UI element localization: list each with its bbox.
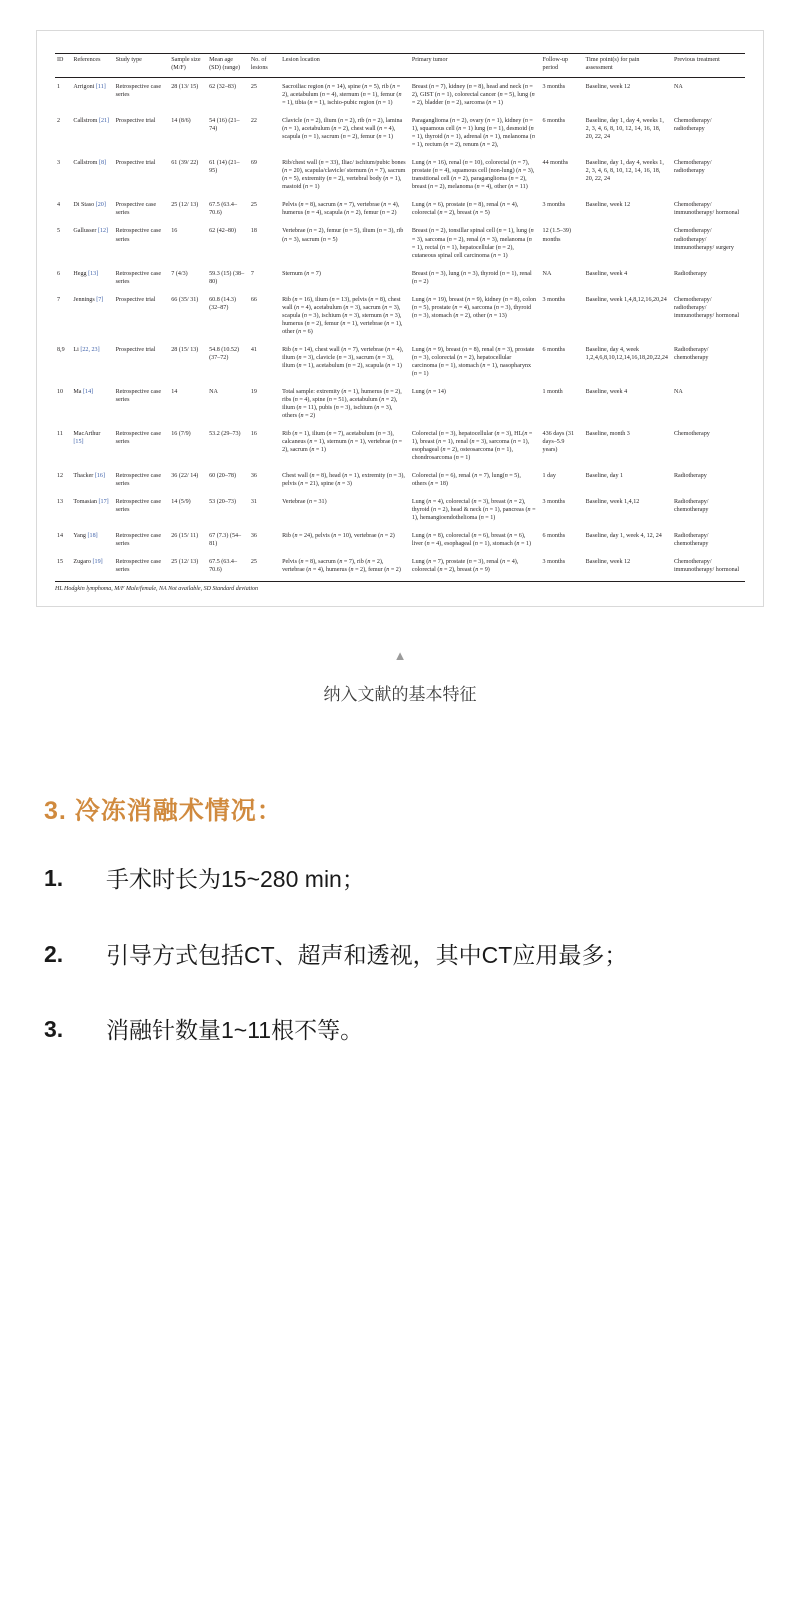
- cell-previous-treatment: Radiotherapy: [673, 270, 707, 277]
- cell-no-lesions: 7: [250, 270, 254, 277]
- reference-link: [19]: [92, 559, 103, 566]
- section-title: 3. 冷冻消融术情况：: [44, 797, 283, 826]
- cell-study-type: Retrospective case series: [115, 270, 162, 285]
- cell-followup-period: 3 months: [542, 296, 566, 303]
- cell-id: 5: [57, 228, 61, 235]
- cell-reference: Li [22, 23]: [73, 346, 100, 353]
- table-row: [55, 265, 745, 291]
- cell-reference: Hegg [13]: [73, 270, 99, 277]
- cell-study-type: Retrospective case series: [115, 499, 162, 514]
- column-header-id: ID: [55, 54, 71, 78]
- cell-no-lesions: 36: [250, 473, 257, 480]
- cell-sample-size: 61 (39/ 22): [171, 160, 199, 167]
- list-item: [44, 937, 756, 974]
- cell-primary-tumor: Lung (n = 19), breast (n = 9), kidney (n = 8), colon (n = 5), prostate (n = 4), sarcoma (n = 3), thyroid (n = 3), stomach (n = 2), other (n = 13): [411, 296, 537, 319]
- cell-reference: Ma [14]: [73, 388, 94, 395]
- cell-sample-size: 28 (13/ 15): [171, 84, 199, 91]
- cell-study-type: Retrospective case series: [115, 559, 162, 574]
- table-header-row: [55, 54, 745, 78]
- cell-previous-treatment: Radiotherapy: [673, 473, 707, 480]
- cell-primary-tumor: Lung (n = 4), colorectal (n = 3), breast (n = 2), thyroid (n = 2), head & neck (n = 1), pancreas (n = 1), hemangioendothelioma (n = 1): [411, 499, 536, 522]
- cell-mean-age: 60.8 (14.3) (32–87): [209, 296, 237, 311]
- cell-no-lesions: 25: [250, 559, 257, 566]
- cell-reference: Callstrom [8]: [73, 160, 107, 167]
- cell-followup-period: 1 day: [542, 473, 556, 480]
- table-footnote-text: HL Hodgkin lymphoma, M/F Male/female, NA Not available, SD Standard deviation: [55, 586, 259, 593]
- study-characteristics-table: [55, 53, 745, 581]
- reference-link: [14]: [83, 388, 94, 395]
- reference-link: [15]: [73, 439, 84, 446]
- cell-study-type: Retrospective case series: [115, 431, 162, 446]
- reference-link: [11]: [95, 84, 106, 91]
- cell-sample-size: 7 (4/3): [171, 270, 188, 277]
- cell-id: 14: [57, 533, 64, 540]
- cell-id: 1: [57, 84, 61, 91]
- cell-reference: Tomasian [17]: [73, 499, 109, 506]
- cell-reference: Jennings [7]: [73, 296, 104, 303]
- cell-reference: Thacker [16]: [73, 473, 106, 480]
- reference-link: [22, 23]: [80, 346, 100, 353]
- column-header-time-points: Time point(s) for pain assessment: [584, 54, 672, 78]
- table-row: [55, 467, 745, 493]
- table-body: [55, 78, 745, 582]
- cell-id: 7: [57, 296, 61, 303]
- cell-previous-treatment: NA: [673, 84, 683, 91]
- cell-lesion-location: Chest wall (n = 8), head (n = 1), extremity (n = 3), pelvis (n = 21), spine (n = 3): [282, 473, 405, 488]
- cell-mean-age: 67.5 (63.4–70.6): [209, 202, 238, 217]
- cell-followup-period: 3 months: [542, 202, 566, 209]
- cell-time-points: Baseline, day 1: [585, 473, 624, 480]
- table-row: [55, 196, 745, 222]
- cell-primary-tumor: Breast (n = 7), kidney (n = 8), head and neck (n = 2), GIST (n = 1), colorectal cancer (n = 5), lung (n = 2), bladder (n = 2), sarcoma (n = 1): [411, 84, 535, 107]
- column-header-previous-treatment: Previous treatment: [672, 54, 745, 78]
- cell-lesion-location: Clavicle (n = 2), ilium (n = 2), rib (n = 2), lamina (n = 1), acetabulum (n = 2), chest wall (n = 4), scapula (n = 1), sacrum (n = 2), femur (n = 1): [282, 118, 403, 141]
- cell-no-lesions: 66: [250, 296, 257, 303]
- cell-followup-period: NA: [542, 270, 552, 277]
- cell-primary-tumor: Breast (n = 2), tonsillar spinal cell (n = 1), lung (n = 3), sarcoma (n = 2), renal (n = 3), melanoma (n = 1), rectal (n = 1), hepatocellular (n = 2), cutaneous spinal cell carcinoma (n = 1): [411, 228, 534, 259]
- cell-reference: Yang [18]: [73, 533, 98, 540]
- cell-lesion-location: Rib (n = 14), chest wall (n = 7), vertebrae (n = 4), ilium (n = 3), clavicle (n = 3), sacrum (n = 3), ilium (n = 1), acetabulum (n = 2), scapula (n = 1): [282, 346, 404, 369]
- cell-no-lesions: 16: [250, 431, 257, 438]
- cell-reference: Arrigoni [11]: [73, 84, 106, 91]
- table-footnote: [55, 581, 745, 592]
- cell-reference: Gallusser [12]: [73, 228, 109, 235]
- cell-mean-age: 62 (42–80): [209, 228, 237, 235]
- cell-sample-size: 25 (12/ 13): [171, 202, 199, 209]
- cell-study-type: Prospective trial: [115, 160, 156, 167]
- column-header-study-type: Study type: [114, 54, 170, 78]
- cell-time-points: Baseline, day 4, week 1,2,4,6,8,10,12,14,16,18,20,22,24: [585, 346, 668, 361]
- table-row: [55, 527, 745, 553]
- table-row: [55, 341, 745, 383]
- cell-id: 6: [57, 270, 61, 277]
- cell-no-lesions: 69: [250, 160, 257, 167]
- cell-primary-tumor: Breast (n = 3), lung (n = 3), thyroid (n = 1), renal (n = 2): [411, 270, 532, 285]
- cell-previous-treatment: Chemotherapy/ immunotherapy/ hormonal: [673, 202, 740, 217]
- cell-study-type: Retrospective case series: [115, 473, 162, 488]
- cell-no-lesions: 25: [250, 202, 257, 209]
- cell-time-points: Baseline, week 1,4,12: [585, 499, 640, 506]
- cell-mean-age: 54 (16) (21–74): [209, 118, 240, 133]
- table-row: [55, 222, 745, 264]
- reference-link: [20]: [95, 202, 106, 209]
- cell-id: 3: [57, 160, 61, 167]
- cell-id: 2: [57, 118, 61, 125]
- cell-followup-period: 436 days (31 days–5.9 years): [542, 431, 575, 454]
- cell-id: 10: [57, 388, 64, 395]
- cell-id: 13: [57, 499, 64, 506]
- cell-primary-tumor: Colorectal (n = 3), hepatocellular (n = 3), HL(n = 1), breast (n = 1), renal (n = 3), sarcoma (n = 1), esophageal (n = 2), osteosarcoma (n = 1), chondrosarcoma (n = 1): [411, 431, 533, 462]
- cell-study-type: Prospective case series: [115, 202, 157, 217]
- table-row: [55, 291, 745, 341]
- table-row: [55, 553, 745, 581]
- cell-primary-tumor: Lung (n = 16), renal (n = 10), colorectal (n = 7), prostate (n = 4), squamous cell (non-lung) (n = 3), transitional cell (n = 2), paraganglioma (n = 2), breast (n = 2), melanoma (n = 4), other (n = 11): [411, 160, 535, 191]
- column-header-followup-period: Follow-up period: [541, 54, 584, 78]
- cell-no-lesions: 41: [250, 346, 257, 353]
- cryoablation-section: [44, 791, 756, 1049]
- cell-id: 11: [57, 431, 63, 438]
- cell-study-type: Retrospective case series: [115, 533, 162, 548]
- cell-followup-period: 6 months: [542, 346, 566, 353]
- cell-sample-size: 14 (5/9): [171, 499, 191, 506]
- cell-followup-period: 3 months: [542, 84, 566, 91]
- cell-primary-tumor: Colorectal (n = 6), renal (n = 7), lung(n = 5), others (n = 18): [411, 473, 521, 488]
- study-characteristics-figure: [36, 30, 764, 607]
- column-header-lesion-location: Lesion location: [280, 54, 410, 78]
- cell-sample-size: 66 (35/ 31): [171, 296, 199, 303]
- cell-sample-size: 16 (7/9): [171, 431, 191, 438]
- cell-primary-tumor: Lung (n = 9), breast (n = 8), renal (n = 3), prostate (n = 3), colorectal (n = 2), hepatocellular carcinoma (n = 1), stomach (n = 1), nasopharynx (n = 1): [411, 346, 535, 377]
- reference-link: [12]: [97, 228, 109, 235]
- cell-reference: Zugaro [19]: [73, 559, 103, 566]
- list-item: [44, 861, 756, 898]
- cell-followup-period: 44 months: [542, 160, 569, 167]
- cell-time-points: Baseline, week 12: [585, 84, 631, 91]
- cell-mean-age: 67 (7.3) (54–81): [209, 533, 242, 548]
- cell-mean-age: 60 (20–78): [209, 473, 237, 480]
- cell-primary-tumor: Paraganglioma (n = 2), ovary (n = 1), kidney (n = 1), squamous cell (n = 1) lung (n = 1), desmoid (n = 1), thyroid (n = 1), adrenal (n = 1), melanoma (n = 1), rectum (n = 2), renum (n = 2),: [411, 118, 535, 149]
- figure-caption: 纳入文献的基本特征: [323, 685, 477, 705]
- table-row: [55, 383, 745, 425]
- cell-time-points: Baseline, day 1, week 4, 12, 24: [585, 533, 662, 540]
- cell-id: 12: [57, 473, 64, 480]
- cell-id: 4: [57, 202, 61, 209]
- cell-time-points: Baseline, week 12: [585, 202, 631, 209]
- document-page: [0, 30, 800, 1147]
- cell-previous-treatment: Chemotherapy/ radiotherapy/ immunotherapy/ surgery: [673, 228, 734, 251]
- cell-lesion-location: Vertebrae (n = 2), femur (n = 5), ilium (n = 3), rib (n = 3), sacrum (n = 5): [282, 228, 404, 243]
- cell-id: 8,9: [57, 346, 65, 353]
- reference-link: [7]: [96, 296, 104, 303]
- table-row: [55, 425, 745, 467]
- cell-time-points: Baseline, week 4: [585, 388, 628, 395]
- table-row: [55, 112, 745, 154]
- cell-study-type: Prospective trial: [115, 346, 156, 353]
- table-header: [55, 54, 745, 78]
- reference-link: [13]: [88, 270, 99, 277]
- table-row: [55, 154, 745, 196]
- bottom-spacer: [0, 1087, 800, 1147]
- cell-sample-size: 16: [171, 228, 178, 235]
- cell-no-lesions: 18: [250, 228, 257, 235]
- list-item-text: 消融针数量1~11根不等。: [106, 1016, 364, 1043]
- cell-lesion-location: Sacroiliac region (n = 14), spine (n = 5), rib (n = 2), acetabulum (n = 4), sternum (n = 1), femur (n = 1), tibia (n = 1), ischio-pubic region (n = 1): [282, 84, 402, 107]
- cell-lesion-location: Rib (n = 1), ilium (n = 7), acetabulum (n = 3), calcaneus (n = 1), sternum (n = 1), vertebrae (n = 2), sacrum (n = 1): [282, 431, 403, 454]
- cell-reference: MacArthur [15]: [73, 431, 101, 446]
- cell-previous-treatment: Chemotherapy/ radiotherapy: [673, 160, 712, 175]
- cell-previous-treatment: Radiotherapy/ chemotherapy: [673, 533, 709, 548]
- table-row: [55, 493, 745, 527]
- cell-time-points: Baseline, week 1,4,8,12,16,20,24: [585, 296, 667, 303]
- cell-no-lesions: 19: [250, 388, 257, 395]
- cell-sample-size: 36 (22/ 14): [171, 473, 199, 480]
- cell-previous-treatment: Chemotherapy/ radiotherapy: [673, 118, 712, 133]
- cell-study-type: Retrospective case series: [115, 84, 162, 99]
- cell-lesion-location: Pelvis (n = 8), sacrum (n = 7), vertebrae (n = 4), humerus (n = 4), scapula (n = 2), femur (n = 2): [282, 202, 400, 217]
- column-header-mean-age: Mean age (SD) (range): [207, 54, 249, 78]
- cell-reference: Callstrom [21]: [73, 118, 110, 125]
- list-item-number: 2.: [44, 940, 64, 967]
- cell-followup-period: 3 months: [542, 499, 566, 506]
- cell-followup-period: 12 (1.5–39) months: [542, 228, 571, 243]
- cell-sample-size: 25 (12/ 13): [171, 559, 199, 566]
- cell-time-points: Baseline, day 1, day 4, weeks 1, 2, 3, 4, 6, 8, 10, 12, 14, 16, 18, 20, 22, 24: [585, 160, 664, 183]
- cell-time-points: Baseline, week 4: [585, 270, 628, 277]
- cell-no-lesions: 22: [250, 118, 257, 125]
- list-item: [44, 1012, 756, 1049]
- cell-sample-size: 28 (15/ 13): [171, 346, 199, 353]
- cell-mean-age: NA: [209, 388, 218, 395]
- cell-sample-size: 14: [171, 388, 178, 395]
- cell-reference: Di Staso [20]: [73, 202, 106, 209]
- cell-mean-age: 54.8 (10.52) (37–72): [209, 346, 240, 361]
- cell-time-points: Baseline, day 1, day 4, weeks 1, 2, 3, 4, 6, 8, 10, 12, 14, 16, 18, 20, 22, 24: [585, 118, 664, 141]
- cell-primary-tumor: Lung (n = 8), colorectal (n = 6), breast (n = 6), liver (n = 4), esophageal (n = 1), stomach (n = 1): [411, 533, 531, 548]
- cell-study-type: Prospective trial: [115, 118, 156, 125]
- cell-lesion-location: Rib (n = 16), ilium (n = 13), pelvis (n = 8), chest wall (n = 4), acetabulum (n = 3), sacrum (n = 3), scapula (n = 3), ischium (n = 3), sternum (n = 3), humerus (n = 2), femur (n = 1), vertebrae (n = 1), other (n = 6): [282, 296, 403, 335]
- cell-lesion-location: Vertebrae (n = 31): [282, 499, 327, 506]
- cell-sample-size: 14 (8/6): [171, 118, 191, 125]
- cell-mean-age: 62 (32–83): [209, 84, 237, 91]
- cell-study-type: Retrospective case series: [115, 388, 162, 403]
- cell-time-points: Baseline, week 12: [585, 559, 631, 566]
- cell-previous-treatment: Radiotherapy/ chemotherapy: [673, 499, 709, 514]
- reference-link: [17]: [98, 499, 109, 506]
- reference-link: [16]: [94, 473, 106, 480]
- cell-no-lesions: 36: [250, 533, 257, 540]
- cell-time-points: Baseline, month 3: [585, 431, 630, 438]
- cell-primary-tumor: Lung (n = 7), prostate (n = 3), renal (n = 4), colorectal (n = 2), breast (n = 9): [411, 559, 519, 574]
- column-header-primary-tumor: Primary tumor: [410, 54, 541, 78]
- column-header-sample-size: Sample size (M/F): [169, 54, 207, 78]
- cell-primary-tumor: Lung (n = 14): [411, 388, 446, 395]
- cell-time-points: [584, 222, 672, 264]
- cell-followup-period: 1 month: [542, 388, 563, 395]
- cell-followup-period: 3 months: [542, 559, 566, 566]
- cell-lesion-location: Sternum (n = 7): [282, 270, 321, 277]
- list-item-text: 手术时长为15~280 min；: [106, 866, 365, 893]
- cell-followup-period: 6 months: [542, 533, 566, 540]
- caret-up-icon: ▲: [393, 648, 407, 664]
- reference-link: [18]: [87, 533, 98, 540]
- cell-lesion-location: Pelvis (n = 8), sacrum (n = 7), rib (n = 2), vertebrae (n = 4), humerus (n = 2), femur (n = 2): [282, 559, 401, 574]
- points-list: [44, 861, 756, 1049]
- cell-mean-age: 61 (14) (21–95): [209, 160, 240, 175]
- table-row: [55, 78, 745, 113]
- cell-previous-treatment: NA: [673, 388, 683, 395]
- cell-previous-treatment: Chemotherapy/ immunotherapy/ hormonal: [673, 559, 740, 574]
- cell-mean-age: 59.3 (15) (38–80): [209, 270, 245, 285]
- list-item-number: 3.: [44, 1015, 64, 1042]
- cell-lesion-location: Rib/chest wall (n = 33), Iliac/ ischium/pubic bones (n = 20), scapula/clavicle/ sternum (n = 7), sacrum (n = 5), extremity (n = 2), vertebral body (n = 1), mastoid (n = 1): [282, 160, 406, 191]
- cell-previous-treatment: Radiotherapy/ chemotherapy: [673, 346, 709, 361]
- cell-no-lesions: 31: [250, 499, 257, 506]
- cell-no-lesions: 25: [250, 84, 257, 91]
- cell-study-type: Prospective trial: [115, 296, 156, 303]
- reference-link: [8]: [98, 160, 107, 167]
- cell-lesion-location: Total sample: extremity (n = 1), humerus (n = 2), ribs (n = 4), spine (n = 51), acetabulum (n = 2), ilium (n = 11), pubis (n = 3), ischium (n = 3), others (n = 2): [282, 388, 402, 420]
- column-header-references: References: [71, 54, 113, 78]
- cell-primary-tumor: Lung (n = 6), prostate (n = 8), renal (n = 4), colorectal (n = 2), breast (n = 5): [411, 202, 519, 217]
- cell-previous-treatment: Chemotherapy/ radiotherapy/ immunotherapy/ hormonal: [673, 296, 740, 319]
- cell-followup-period: 6 months: [542, 118, 566, 125]
- cell-id: 15: [57, 559, 64, 566]
- cell-mean-age: 53.2 (29–73): [209, 431, 241, 438]
- cell-study-type: Retrospective case series: [115, 228, 162, 243]
- cell-mean-age: 67.5 (63.4–70.6): [209, 559, 238, 574]
- cell-sample-size: 26 (15/ 11): [171, 533, 199, 540]
- cell-lesion-location: Rib (n = 24), pelvis (n = 10), vertebrae (n = 2): [282, 533, 395, 540]
- list-item-number: 1.: [44, 865, 64, 892]
- cell-previous-treatment: Chemotherapy: [673, 431, 710, 438]
- cell-mean-age: 53 (20–73): [209, 499, 237, 506]
- reference-link: [21]: [98, 118, 110, 125]
- list-item-text: 引导方式包括CT、超声和透视，其中CT应用最多；: [106, 941, 628, 968]
- column-header-no-lesions: No. of lesions: [249, 54, 280, 78]
